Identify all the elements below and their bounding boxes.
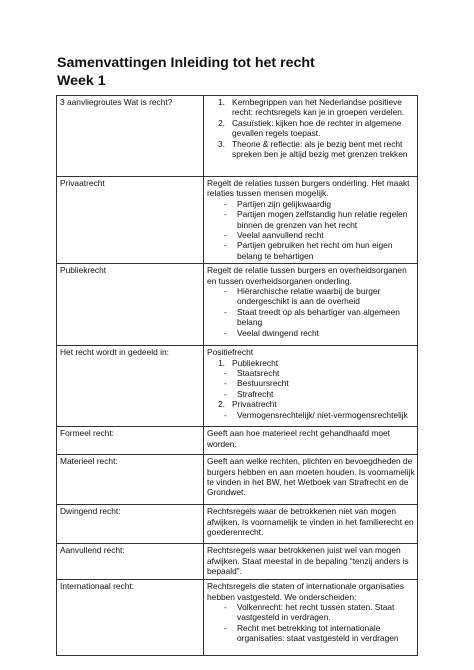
list-marker: - [224, 622, 227, 633]
list-marker: 1. [218, 97, 225, 107]
list-item [207, 368, 415, 378]
table-row [57, 544, 418, 580]
list-marker: 2. [218, 399, 225, 410]
table-row [57, 346, 418, 427]
definition-text: Regelt de relatie tussen burgers en overheidsorganen en tussen overheidsorganen onderling. [207, 265, 407, 286]
term-cell: Internationaal recht: [57, 580, 204, 656]
list-item [207, 97, 415, 118]
term-cell: Aanvullend recht: [57, 544, 204, 580]
definition-cell [204, 346, 418, 427]
list-marker: - [224, 368, 227, 379]
list-marker: - [224, 327, 227, 338]
list-item [207, 230, 415, 240]
list-item-text: Staat treedt op als behartiger van algemeen belang [237, 306, 400, 328]
term-cell: Dwingend recht: [57, 505, 204, 544]
list-item [207, 358, 415, 368]
list-marker: - [224, 286, 227, 297]
term-cell: Formeel recht: [57, 427, 204, 455]
list-item-text: Partijen zijn gelijkwaardig [237, 198, 332, 209]
list-item [207, 623, 415, 644]
table-row [57, 177, 418, 264]
table-row [57, 505, 418, 544]
definition-text: Positiefrecht [207, 347, 254, 358]
list-item [207, 199, 415, 209]
list-marker: - [224, 209, 227, 220]
term-cell: Materieel recht: [57, 455, 204, 505]
list-item-text: Casuïstiek: kijken hoe de rechter in algemene gevallen regels toepast. [232, 117, 402, 139]
term-cell: Privaatrecht [57, 177, 204, 264]
document-subtitle: Week 1 [57, 73, 106, 89]
summary-table [56, 95, 418, 656]
document-title: Samenvattingen Inleiding tot het recht [57, 55, 315, 71]
list-item-text: Partijen gebruiken het recht om hun eigen belang te behartigen [237, 240, 393, 261]
definition-cell: Geeft aan hoe materieel recht gehandhaafd moet worden. [204, 427, 418, 455]
list-item [207, 410, 415, 420]
list-item-text: Privaatrecht [232, 399, 277, 410]
bullet-list [207, 286, 415, 338]
list-marker: - [224, 409, 227, 420]
table-row [57, 427, 418, 455]
list-item-text: Staatsrecht [237, 368, 280, 379]
list-marker: - [224, 240, 227, 251]
outline-list [207, 358, 415, 420]
list-item-text: Volkenrecht: het recht tussen staten. Staat vastgesteld in verdragen. [237, 602, 395, 623]
list-item [207, 286, 415, 307]
definition-cell [204, 96, 418, 177]
list-marker: 1. [218, 357, 225, 368]
term-cell: Het recht wordt in gedeeld in: [57, 346, 204, 427]
definition-cell [204, 264, 418, 346]
list-item [207, 240, 415, 261]
list-marker: - [224, 306, 227, 317]
list-item-text: Kernbegrippen van het Nederlandse positieve recht: rechtsregels kan je in groepen verdelen. [232, 97, 405, 118]
list-item-text: Publiekrecht [232, 357, 279, 368]
list-item [207, 307, 415, 328]
list-item [207, 399, 415, 409]
table-row [57, 264, 418, 346]
definition-cell: Rechtsregels waar betrokkenen juist wel van mogen afwijken. Staat meestal in de bepaling “tenzij anders is bepaald”. [204, 544, 418, 580]
bullet-list [207, 602, 415, 644]
list-marker: - [224, 602, 227, 613]
definition-cell [204, 580, 418, 656]
list-item-text: Hiërarchische relatie waarbij de burger ondergeschikt is aan de overheid [237, 286, 381, 307]
list-item [207, 602, 415, 623]
list-marker: 2. [218, 117, 225, 128]
list-item-text: Vermogensrechtelijk/ niet-vermogensrechtelijk [237, 409, 408, 420]
list-item-text: Veelal aanvullend recht [237, 230, 324, 241]
list-item [207, 328, 415, 338]
list-item [207, 389, 415, 399]
numbered-list [207, 97, 415, 159]
list-item-text: Strafrecht [237, 388, 274, 399]
list-item [207, 209, 415, 230]
table-row [57, 455, 418, 505]
list-item-text: Veelal dwingend recht [237, 327, 319, 338]
list-marker: 3. [218, 138, 225, 149]
list-item [207, 378, 415, 388]
table-row [57, 580, 418, 656]
definition-cell: Rechtsregels waar de betrokkenen niet van mogen afwijken. Is voornamelijk te vinden in het familierecht en goederenrecht. [204, 505, 418, 544]
list-item-text: Recht met betrekking tot internationale organisaties: staat vastgesteld in verdragen [237, 622, 399, 644]
definition-text: Regelt de relaties tussen burgers onderling. Het maakt relaties tussen mensen mogelijk. [207, 178, 410, 199]
term-cell: Publiekrecht [57, 264, 204, 346]
list-marker: - [224, 378, 227, 389]
list-marker: - [224, 198, 227, 209]
bullet-list [207, 199, 415, 261]
list-item-text: Theorie & reflectie: als je bezig bent met recht spreken ben je altijd bezig met grenzen trekken [232, 138, 408, 160]
definition-cell: Geeft aan welke rechten, plichten en bevoegdheden de burgers hebben en aan moeten houden. Is voornamelijk te vinden in het BW, het Wetboek van Strafrecht en de Grondwet. [204, 455, 418, 505]
list-item-text: Bestuursrecht [237, 378, 289, 389]
list-item-text: Partijen mogen zelfstandig hun relatie regelen binnen de grenzen van het recht [237, 209, 408, 230]
list-marker: - [224, 388, 227, 399]
definition-cell [204, 177, 418, 264]
definition-text: Rechtsregels die staten of internationale organisaties hebben vastgesteld. We onderscheiden: [207, 581, 404, 602]
list-item [207, 139, 415, 160]
list-marker: - [224, 230, 227, 241]
table-row [57, 96, 418, 177]
term-cell: 3 aanvliegroutes Wat is recht? [57, 96, 204, 177]
list-item [207, 118, 415, 139]
